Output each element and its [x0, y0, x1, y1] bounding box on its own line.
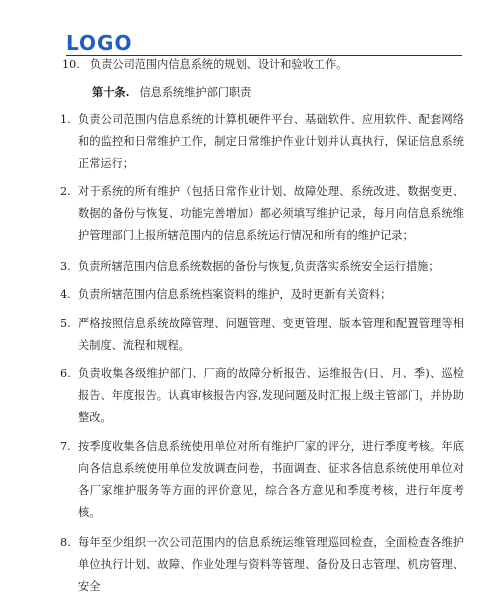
list-item — [60, 181, 464, 247]
item-text: 每年至少组织一次公司范围内的信息系统运维管理巡回检查，全面检查各维护单位执行计划、故障、作业处理与资料等管理、备份及日志管理、机房管理、安全 — [78, 536, 464, 593]
item-text: 负责所辖范围内信息系统档案资料的维护，及时更新有关资料； — [78, 288, 392, 301]
list-item — [60, 363, 464, 429]
item-number: 5. — [60, 317, 71, 330]
item-number: 8. — [60, 536, 71, 549]
item-number: 2. — [60, 185, 71, 198]
list-item — [60, 284, 464, 306]
item-text: 严格按照信息系统故障管理、问题管理、变更管理、版本管理和配置管理等相关制度、流程和规程。 — [78, 317, 464, 352]
list-item — [60, 54, 464, 76]
section-heading — [92, 81, 251, 104]
item-text: 负责收集各级维护部门、厂商的故障分析报告、运维报告(日、月、季)、巡检报告、年度报告。认真审核报告内容,发现问题及时汇报上级主管部门，并协助整改。 — [78, 367, 464, 424]
logo: LOGO — [66, 31, 133, 55]
list-item — [60, 109, 464, 175]
list-item — [60, 313, 464, 357]
list-item — [60, 532, 464, 598]
item-number: 1. — [60, 113, 71, 126]
item-number: 6. — [60, 367, 71, 380]
item-number: 4. — [60, 288, 71, 301]
list-item — [60, 256, 464, 278]
section-label: 第十条. — [92, 85, 130, 99]
section-title: 信息系统维护部门职责 — [139, 86, 252, 99]
item-text: 按季度收集各信息系统使用单位对所有维护厂家的评分，进行季度考核。年底向各信息系统使用单位发放调查问卷，书面调查、征求各信息系统使用单位对各厂家维护服务等方面的评价意见，综合各方意见和季度考核，进行年度考核。 — [78, 440, 464, 519]
list-item — [60, 436, 464, 524]
item-text: 负责所辖范围内信息系统数据的备份与恢复,负责落实系统安全运行措施； — [78, 260, 440, 273]
item-text: 对于系统的所有维护（包括日常作业计划、故障处理、系统改进、数据变更、数据的备份与恢复、功能完善增加）都必须填写维护记录，每月向信息系统维护管理部门上报所辖范围内的信息系统运行情况和所有的维护记录； — [78, 185, 464, 242]
item-number: 3. — [60, 260, 71, 273]
item-text: 负责公司范围内信息系统的规划、设计和验收工作。 — [90, 58, 348, 71]
item-text: 负责公司范围内信息系统的计算机硬件平台、基础软件、应用软件、配套网络和的监控和日常维护工作，制定日常维护作业计划并认真执行，保证信息系统正常运行； — [78, 113, 464, 170]
item-number: 10. — [62, 58, 80, 71]
item-number: 7. — [60, 440, 71, 453]
